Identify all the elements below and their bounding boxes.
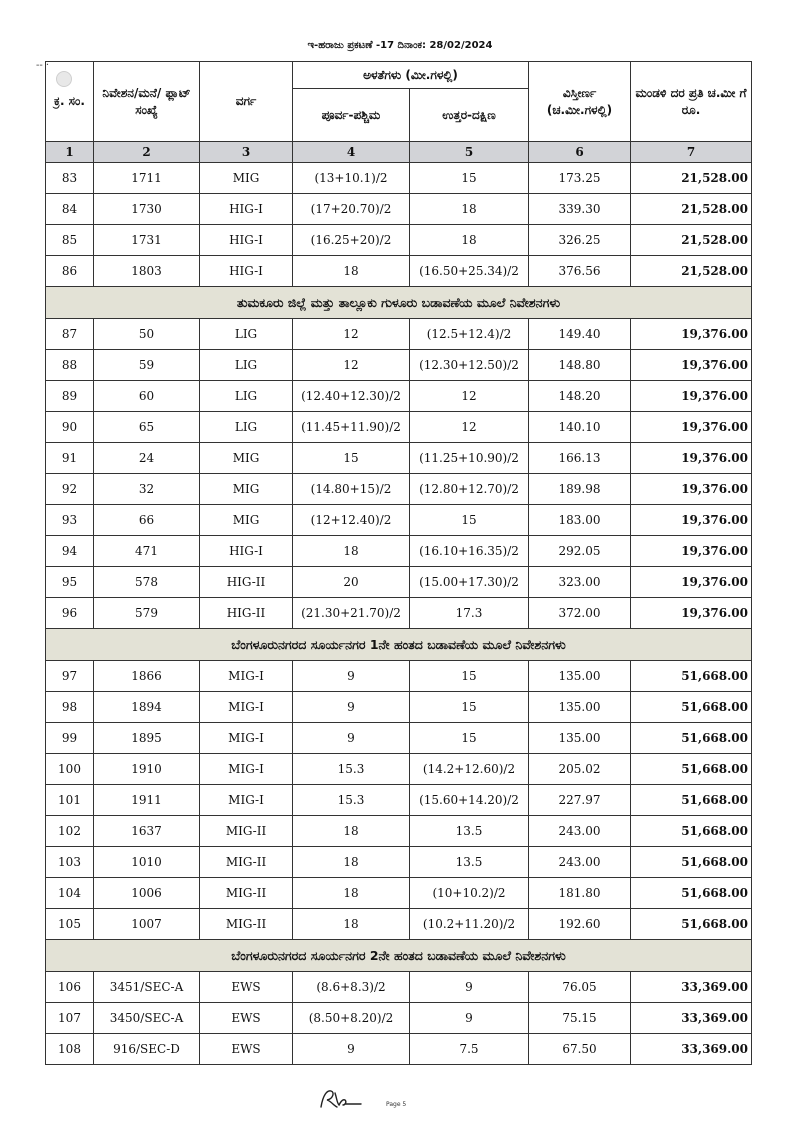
rate-cell: 19,376.00 — [631, 567, 752, 598]
east-west-cell: 9 — [293, 1034, 410, 1065]
sl-no-cell: 101 — [46, 785, 94, 816]
rate-cell: 19,376.00 — [631, 536, 752, 567]
east-west-cell: (17+20.70)/2 — [293, 194, 410, 225]
category-cell: HIG-I — [200, 536, 293, 567]
column-number: 6 — [529, 142, 631, 163]
site-no-cell: 1866 — [94, 661, 200, 692]
table-row — [46, 1003, 752, 1034]
north-south-cell: 17.3 — [410, 598, 529, 629]
col-header-east-west: ಪೂರ್ವ-ಪಶ್ಚಿಮ — [293, 89, 410, 142]
page-header: ಇ-ಹರಾಜು ಪ್ರಕಟಣೆ -17 ದಿನಾಂಕ: 28/02/2024 — [307, 40, 493, 51]
rate-cell: 51,668.00 — [631, 754, 752, 785]
column-number: 2 — [94, 142, 200, 163]
site-no-cell: 1911 — [94, 785, 200, 816]
table-body — [46, 163, 752, 1065]
rate-cell: 51,668.00 — [631, 909, 752, 940]
area-cell: 149.40 — [529, 319, 631, 350]
sl-no-cell: 90 — [46, 412, 94, 443]
site-no-cell: 32 — [94, 474, 200, 505]
north-south-cell: (12.5+12.4)/2 — [410, 319, 529, 350]
category-cell: HIG-I — [200, 194, 293, 225]
rate-cell: 51,668.00 — [631, 816, 752, 847]
col-header-rate: ಮಂಡಳಿ ದರ ಪ್ರತಿ ಚ.ಮೀ ಗೆ ರೂ. — [631, 62, 752, 142]
rate-cell: 21,528.00 — [631, 225, 752, 256]
area-cell: 227.97 — [529, 785, 631, 816]
site-no-cell: 471 — [94, 536, 200, 567]
site-no-cell: 916/SEC-D — [94, 1034, 200, 1065]
east-west-cell: 9 — [293, 692, 410, 723]
sl-no-cell: 102 — [46, 816, 94, 847]
column-number: 5 — [410, 142, 529, 163]
east-west-cell: (11.45+11.90)/2 — [293, 412, 410, 443]
sl-no-cell: 106 — [46, 972, 94, 1003]
north-south-cell: (12.80+12.70)/2 — [410, 474, 529, 505]
rate-cell: 19,376.00 — [631, 381, 752, 412]
north-south-cell: 18 — [410, 225, 529, 256]
north-south-cell: 15 — [410, 692, 529, 723]
area-cell: 339.30 — [529, 194, 631, 225]
page-number: Page 5 — [386, 1101, 407, 1108]
sl-no-cell: 96 — [46, 598, 94, 629]
col-header-area: ವಿಸ್ತೀರ್ಣ (ಚ.ಮೀ.ಗಳಲ್ಲಿ) — [529, 62, 631, 142]
site-no-cell: 578 — [94, 567, 200, 598]
category-cell: LIG — [200, 381, 293, 412]
rate-cell: 51,668.00 — [631, 847, 752, 878]
section-header-row — [46, 287, 752, 319]
category-cell: MIG-I — [200, 661, 293, 692]
column-number: 7 — [631, 142, 752, 163]
section-header-row — [46, 940, 752, 972]
north-south-cell: 12 — [410, 381, 529, 412]
site-no-cell: 3451/SEC-A — [94, 972, 200, 1003]
site-no-cell: 60 — [94, 381, 200, 412]
sl-no-cell: 104 — [46, 878, 94, 909]
site-no-cell: 1894 — [94, 692, 200, 723]
col-header-sl-no: ಕ್ರ. ಸಂ. — [46, 62, 94, 142]
area-cell: 205.02 — [529, 754, 631, 785]
table-row — [46, 785, 752, 816]
site-no-cell: 3450/SEC-A — [94, 1003, 200, 1034]
table-row — [46, 536, 752, 567]
col-header-north-south: ಉತ್ತರ-ದಕ್ಷಿಣ — [410, 89, 529, 142]
area-cell: 292.05 — [529, 536, 631, 567]
rate-cell: 51,668.00 — [631, 785, 752, 816]
area-cell: 326.25 — [529, 225, 631, 256]
site-no-cell: 1731 — [94, 225, 200, 256]
east-west-cell: (14.80+15)/2 — [293, 474, 410, 505]
area-cell: 192.60 — [529, 909, 631, 940]
east-west-cell: 12 — [293, 350, 410, 381]
col-header-dimensions: ಅಳತೆಗಳು (ಮೀ.ಗಳಲ್ಲಿ) — [293, 62, 529, 89]
table-row — [46, 567, 752, 598]
sl-no-cell: 86 — [46, 256, 94, 287]
north-south-cell: 13.5 — [410, 847, 529, 878]
north-south-cell: (15.00+17.30)/2 — [410, 567, 529, 598]
north-south-cell: 7.5 — [410, 1034, 529, 1065]
east-west-cell: 18 — [293, 256, 410, 287]
rate-cell: 51,668.00 — [631, 692, 752, 723]
area-cell: 148.80 — [529, 350, 631, 381]
sl-no-cell: 105 — [46, 909, 94, 940]
area-cell: 243.00 — [529, 816, 631, 847]
table-row — [46, 754, 752, 785]
area-cell: 181.80 — [529, 878, 631, 909]
area-cell: 243.00 — [529, 847, 631, 878]
north-south-cell: (15.60+14.20)/2 — [410, 785, 529, 816]
sl-no-cell: 99 — [46, 723, 94, 754]
sl-no-cell: 100 — [46, 754, 94, 785]
north-south-cell: (16.50+25.34)/2 — [410, 256, 529, 287]
rate-cell: 21,528.00 — [631, 256, 752, 287]
category-cell: EWS — [200, 1034, 293, 1065]
section-title: ತುಮಕೂರು ಜಿಲ್ಲೆ ಮತ್ತು ತಾಲ್ಲೂಕು ಗುಳೂರು ಬಡಾವಣೆಯ ಮೂಲೆ ನಿವೇಶನಗಳು — [46, 287, 752, 319]
site-no-cell: 50 — [94, 319, 200, 350]
site-no-cell: 1637 — [94, 816, 200, 847]
north-south-cell: 18 — [410, 194, 529, 225]
col-header-site-no: ನಿವೇಶನ/ಮನೆ/ ಫ್ಲಾಟ್ ಸಂಖ್ಯೆ — [94, 62, 200, 142]
rate-cell: 51,668.00 — [631, 878, 752, 909]
column-number: 4 — [293, 142, 410, 163]
east-west-cell: 15.3 — [293, 785, 410, 816]
area-cell: 166.13 — [529, 443, 631, 474]
east-west-cell: 18 — [293, 847, 410, 878]
site-no-cell: 1006 — [94, 878, 200, 909]
rate-cell: 33,369.00 — [631, 1034, 752, 1065]
rate-cell: 21,528.00 — [631, 163, 752, 194]
area-cell: 189.98 — [529, 474, 631, 505]
east-west-cell: (8.50+8.20)/2 — [293, 1003, 410, 1034]
rate-cell: 19,376.00 — [631, 412, 752, 443]
table-row — [46, 350, 752, 381]
category-cell: LIG — [200, 319, 293, 350]
area-cell: 76.05 — [529, 972, 631, 1003]
area-cell: 140.10 — [529, 412, 631, 443]
table-row — [46, 319, 752, 350]
table-row — [46, 256, 752, 287]
north-south-cell: 9 — [410, 972, 529, 1003]
east-west-cell: (12+12.40)/2 — [293, 505, 410, 536]
sl-no-cell: 85 — [46, 225, 94, 256]
category-cell: MIG — [200, 474, 293, 505]
rate-cell: 19,376.00 — [631, 350, 752, 381]
table-row — [46, 816, 752, 847]
east-west-cell: 9 — [293, 723, 410, 754]
east-west-cell: 18 — [293, 909, 410, 940]
sl-no-cell: 87 — [46, 319, 94, 350]
section-title: ಬೆಂಗಳೂರುನಗರದ ಸೂರ್ಯನಗರ 2ನೇ ಹಂತದ ಬಡಾವಣೆಯ ಮೂಲೆ ನಿವೇಶನಗಳು — [46, 940, 752, 972]
area-cell: 183.00 — [529, 505, 631, 536]
table-row — [46, 412, 752, 443]
column-number: 3 — [200, 142, 293, 163]
north-south-cell: 12 — [410, 412, 529, 443]
column-number: 1 — [46, 142, 94, 163]
site-no-cell: 24 — [94, 443, 200, 474]
category-cell: LIG — [200, 412, 293, 443]
site-no-cell: 1007 — [94, 909, 200, 940]
sl-no-cell: 94 — [46, 536, 94, 567]
section-header-row — [46, 629, 752, 661]
section-title: ಬೆಂಗಳೂರುನಗರದ ಸೂರ್ಯನಗರ 1ನೇ ಹಂತದ ಬಡಾವಣೆಯ ಮೂಲೆ ನಿವೇಶನಗಳು — [46, 629, 752, 661]
category-cell: LIG — [200, 350, 293, 381]
area-cell: 135.00 — [529, 723, 631, 754]
sl-no-cell: 93 — [46, 505, 94, 536]
rate-cell: 19,376.00 — [631, 505, 752, 536]
sl-no-cell: 84 — [46, 194, 94, 225]
north-south-cell: (10.2+11.20)/2 — [410, 909, 529, 940]
sl-no-cell: 91 — [46, 443, 94, 474]
sl-no-cell: 107 — [46, 1003, 94, 1034]
table-row — [46, 598, 752, 629]
category-cell: MIG-I — [200, 785, 293, 816]
margin-marks: -- · — [36, 60, 50, 71]
table-row — [46, 972, 752, 1003]
east-west-cell: (21.30+21.70)/2 — [293, 598, 410, 629]
table-row — [46, 847, 752, 878]
rate-cell: 19,376.00 — [631, 319, 752, 350]
category-cell: MIG-II — [200, 847, 293, 878]
table-row — [46, 692, 752, 723]
site-no-cell: 1711 — [94, 163, 200, 194]
east-west-cell: (13+10.1)/2 — [293, 163, 410, 194]
category-cell: EWS — [200, 1003, 293, 1034]
north-south-cell: 15 — [410, 163, 529, 194]
north-south-cell: (12.30+12.50)/2 — [410, 350, 529, 381]
east-west-cell: (16.25+20)/2 — [293, 225, 410, 256]
site-no-cell: 1910 — [94, 754, 200, 785]
north-south-cell: (14.2+12.60)/2 — [410, 754, 529, 785]
north-south-cell: (16.10+16.35)/2 — [410, 536, 529, 567]
sl-no-cell: 83 — [46, 163, 94, 194]
rate-cell: 19,376.00 — [631, 443, 752, 474]
north-south-cell: 15 — [410, 723, 529, 754]
sl-no-cell: 97 — [46, 661, 94, 692]
rate-cell: 51,668.00 — [631, 661, 752, 692]
table-row — [46, 194, 752, 225]
area-cell: 372.00 — [529, 598, 631, 629]
north-south-cell: 15 — [410, 661, 529, 692]
category-cell: MIG — [200, 505, 293, 536]
east-west-cell: 15.3 — [293, 754, 410, 785]
category-cell: HIG-I — [200, 256, 293, 287]
table-row — [46, 443, 752, 474]
area-cell: 135.00 — [529, 661, 631, 692]
site-no-cell: 59 — [94, 350, 200, 381]
sl-no-cell: 98 — [46, 692, 94, 723]
site-no-cell: 1895 — [94, 723, 200, 754]
east-west-cell: 12 — [293, 319, 410, 350]
site-no-cell: 579 — [94, 598, 200, 629]
table-row — [46, 723, 752, 754]
area-cell: 67.50 — [529, 1034, 631, 1065]
table-row — [46, 474, 752, 505]
sl-no-cell: 95 — [46, 567, 94, 598]
area-cell: 75.15 — [529, 1003, 631, 1034]
rate-cell: 51,668.00 — [631, 723, 752, 754]
sl-no-cell: 88 — [46, 350, 94, 381]
rate-cell: 21,528.00 — [631, 194, 752, 225]
sl-no-cell: 92 — [46, 474, 94, 505]
site-no-cell: 66 — [94, 505, 200, 536]
north-south-cell: 13.5 — [410, 816, 529, 847]
north-south-cell: (10+10.2)/2 — [410, 878, 529, 909]
table-row — [46, 163, 752, 194]
area-cell: 376.56 — [529, 256, 631, 287]
area-cell: 148.20 — [529, 381, 631, 412]
signature-mark — [315, 1085, 365, 1115]
east-west-cell: 9 — [293, 661, 410, 692]
site-no-cell: 1730 — [94, 194, 200, 225]
area-cell: 323.00 — [529, 567, 631, 598]
north-south-cell: 9 — [410, 1003, 529, 1034]
rate-cell: 19,376.00 — [631, 474, 752, 505]
category-cell: HIG-II — [200, 567, 293, 598]
area-cell: 173.25 — [529, 163, 631, 194]
east-west-cell: (8.6+8.3)/2 — [293, 972, 410, 1003]
north-south-cell: 15 — [410, 505, 529, 536]
category-cell: MIG-II — [200, 816, 293, 847]
sl-no-cell: 108 — [46, 1034, 94, 1065]
area-cell: 135.00 — [529, 692, 631, 723]
table-row — [46, 381, 752, 412]
site-no-cell: 65 — [94, 412, 200, 443]
table-row — [46, 505, 752, 536]
sl-no-cell: 103 — [46, 847, 94, 878]
rate-cell: 33,369.00 — [631, 972, 752, 1003]
category-cell: MIG-II — [200, 878, 293, 909]
sl-no-cell: 89 — [46, 381, 94, 412]
auction-table — [45, 61, 752, 1065]
table-row — [46, 225, 752, 256]
rate-cell: 33,369.00 — [631, 1003, 752, 1034]
east-west-cell: (12.40+12.30)/2 — [293, 381, 410, 412]
punch-hole — [56, 71, 72, 87]
site-no-cell: 1010 — [94, 847, 200, 878]
east-west-cell: 18 — [293, 816, 410, 847]
category-cell: MIG-I — [200, 692, 293, 723]
table-row — [46, 878, 752, 909]
column-number-row — [46, 142, 752, 163]
category-cell: MIG — [200, 163, 293, 194]
east-west-cell: 18 — [293, 878, 410, 909]
category-cell: EWS — [200, 972, 293, 1003]
east-west-cell: 18 — [293, 536, 410, 567]
rate-cell: 19,376.00 — [631, 598, 752, 629]
east-west-cell: 20 — [293, 567, 410, 598]
category-cell: MIG-II — [200, 909, 293, 940]
table-row — [46, 909, 752, 940]
east-west-cell: 15 — [293, 443, 410, 474]
category-cell: HIG-I — [200, 225, 293, 256]
category-cell: MIG-I — [200, 723, 293, 754]
north-south-cell: (11.25+10.90)/2 — [410, 443, 529, 474]
table-row — [46, 661, 752, 692]
site-no-cell: 1803 — [94, 256, 200, 287]
table-row — [46, 1034, 752, 1065]
category-cell: MIG-I — [200, 754, 293, 785]
col-header-category: ವರ್ಗ — [200, 62, 293, 142]
category-cell: MIG — [200, 443, 293, 474]
category-cell: HIG-II — [200, 598, 293, 629]
